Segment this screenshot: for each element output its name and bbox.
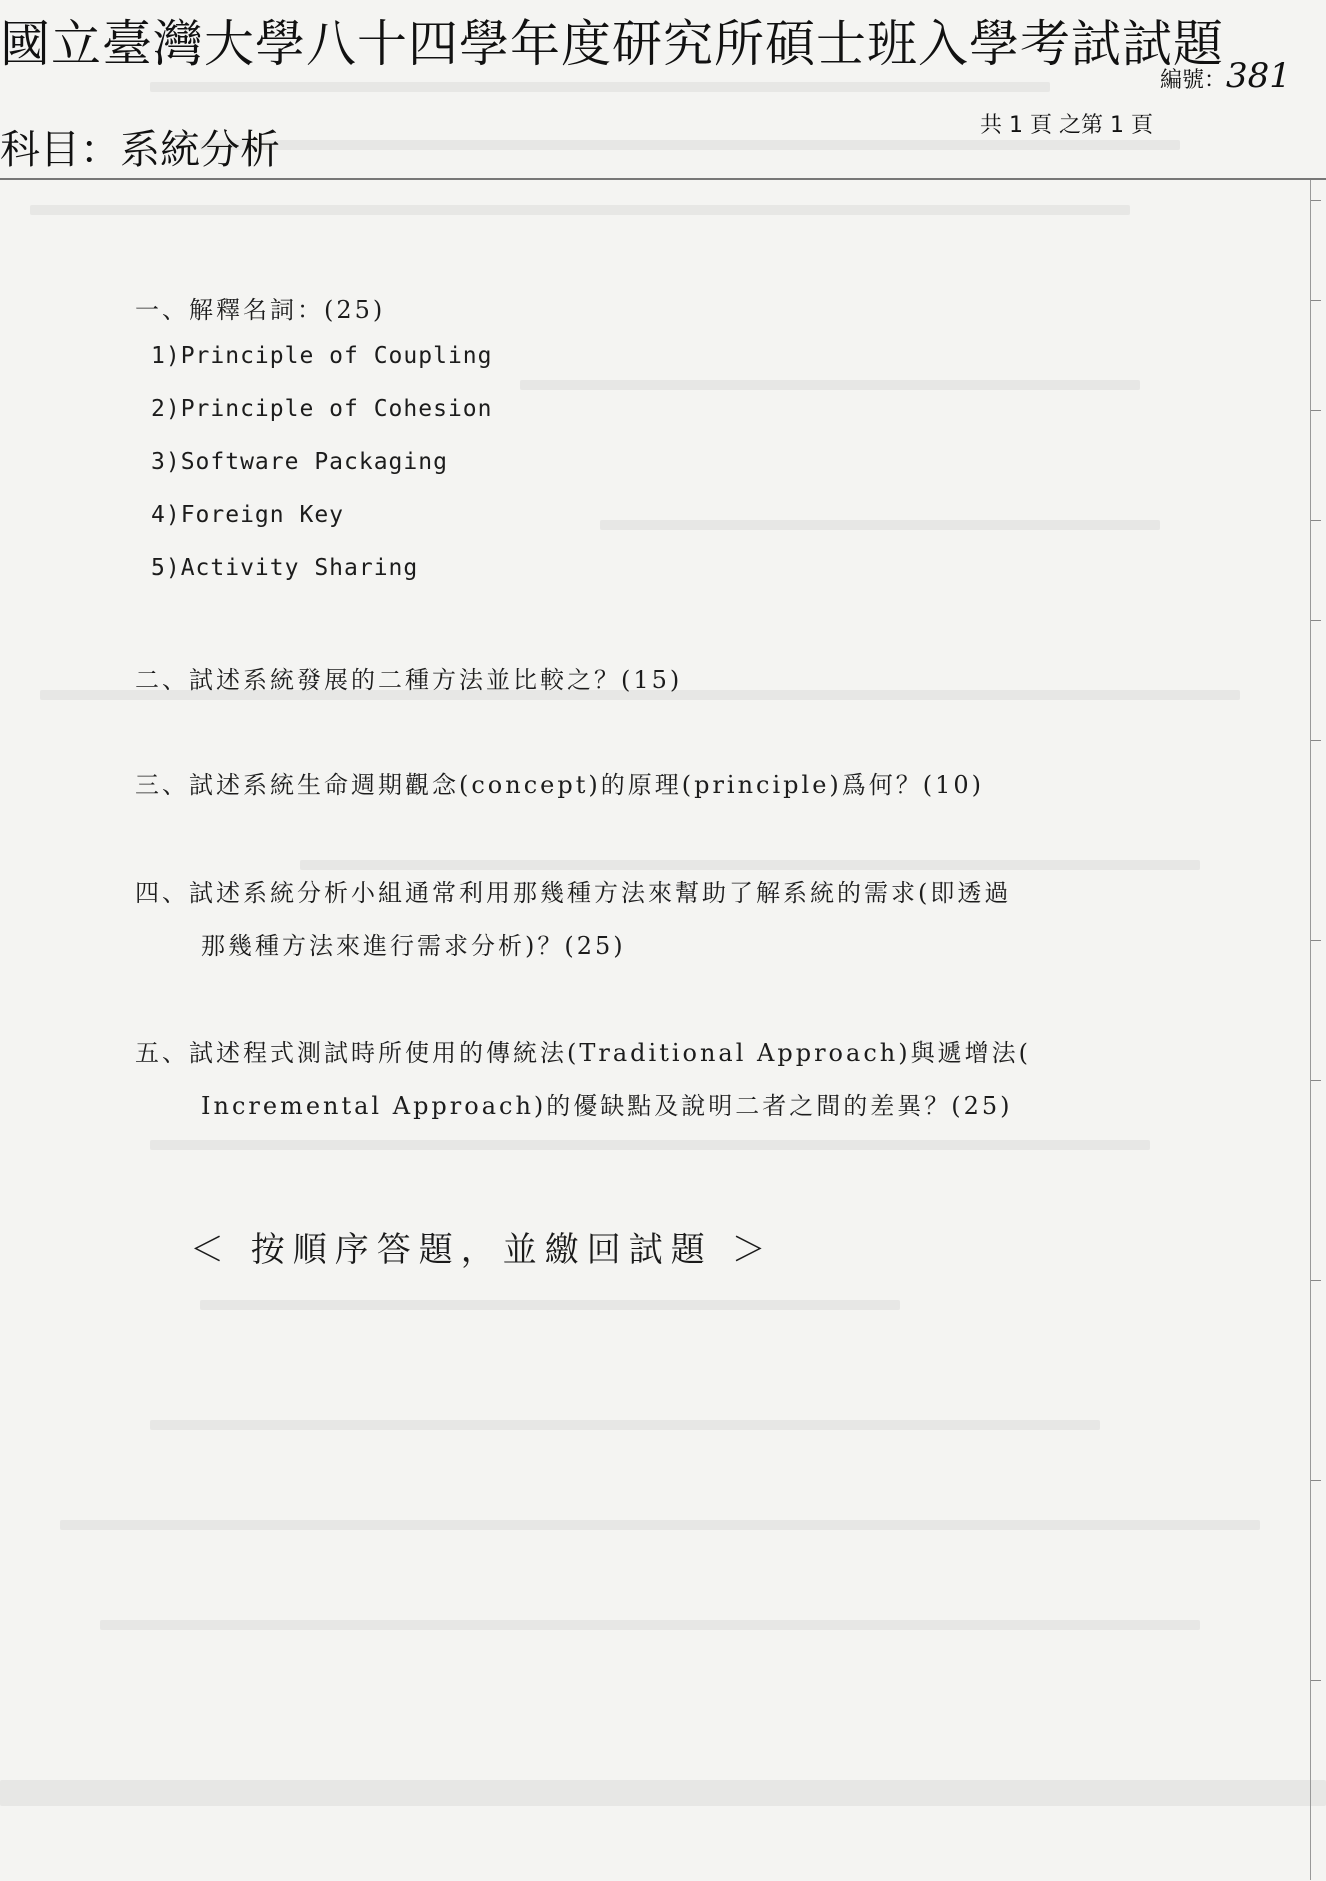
term-item: 4)Foreign Key [151,502,345,528]
term-item: 2)Principle of Cohesion [151,396,493,422]
bleed-through [600,520,1160,530]
exam-number-value: 381 [1226,56,1291,96]
bleed-through [60,1520,1260,1530]
exam-number [1160,56,1291,96]
bleed-through [200,1300,900,1310]
bleed-through [150,82,1050,92]
bleed-through [200,140,1180,150]
question-3: 三、試述系統生命週期觀念(concept)的原理(principle)爲何？(10) [135,771,985,799]
bleed-through [30,205,1130,215]
question-5-continuation: Incremental Approach)的優缺點及說明二者之間的差異？(25) [201,1092,1013,1120]
bleed-through [150,1140,1150,1150]
bleed-through [300,860,1200,870]
term-item: 1)Principle of Coupling [151,343,493,369]
exam-number-label: 編號： [1160,68,1227,93]
term-item: 3)Software Packaging [151,449,448,475]
margin-ruler [1310,180,1326,1880]
header-divider [0,178,1326,180]
bleed-through [100,1620,1200,1630]
exam-subject: 科目：系統分析 [0,127,280,173]
bleed-through [0,1780,1326,1806]
question-4-continuation: 那幾種方法來進行需求分析)？(25) [201,932,626,960]
page-count: 共 1 頁 之第 1 頁 [980,113,1153,138]
answer-instruction: ＜ 按順序答題，並繳回試題 ＞ [190,1230,774,1270]
question-4: 四、試述系統分析小組通常利用那幾種方法來幫助了解系統的需求(即透過 [135,879,1012,907]
exam-title: 國立臺灣大學八十四學年度研究所碩士班入學考試試題 [0,15,1224,73]
question-2: 二、試述系統發展的二種方法並比較之？(15) [135,666,683,694]
bleed-through [520,380,1140,390]
question-5: 五、試述程式測試時所使用的傳統法(Traditional Approach)與遞增法( [135,1039,1031,1067]
bleed-through [150,1420,1100,1430]
term-item: 5)Activity Sharing [151,555,419,581]
question-1-heading: 一、解釋名詞：(25) [135,296,386,324]
